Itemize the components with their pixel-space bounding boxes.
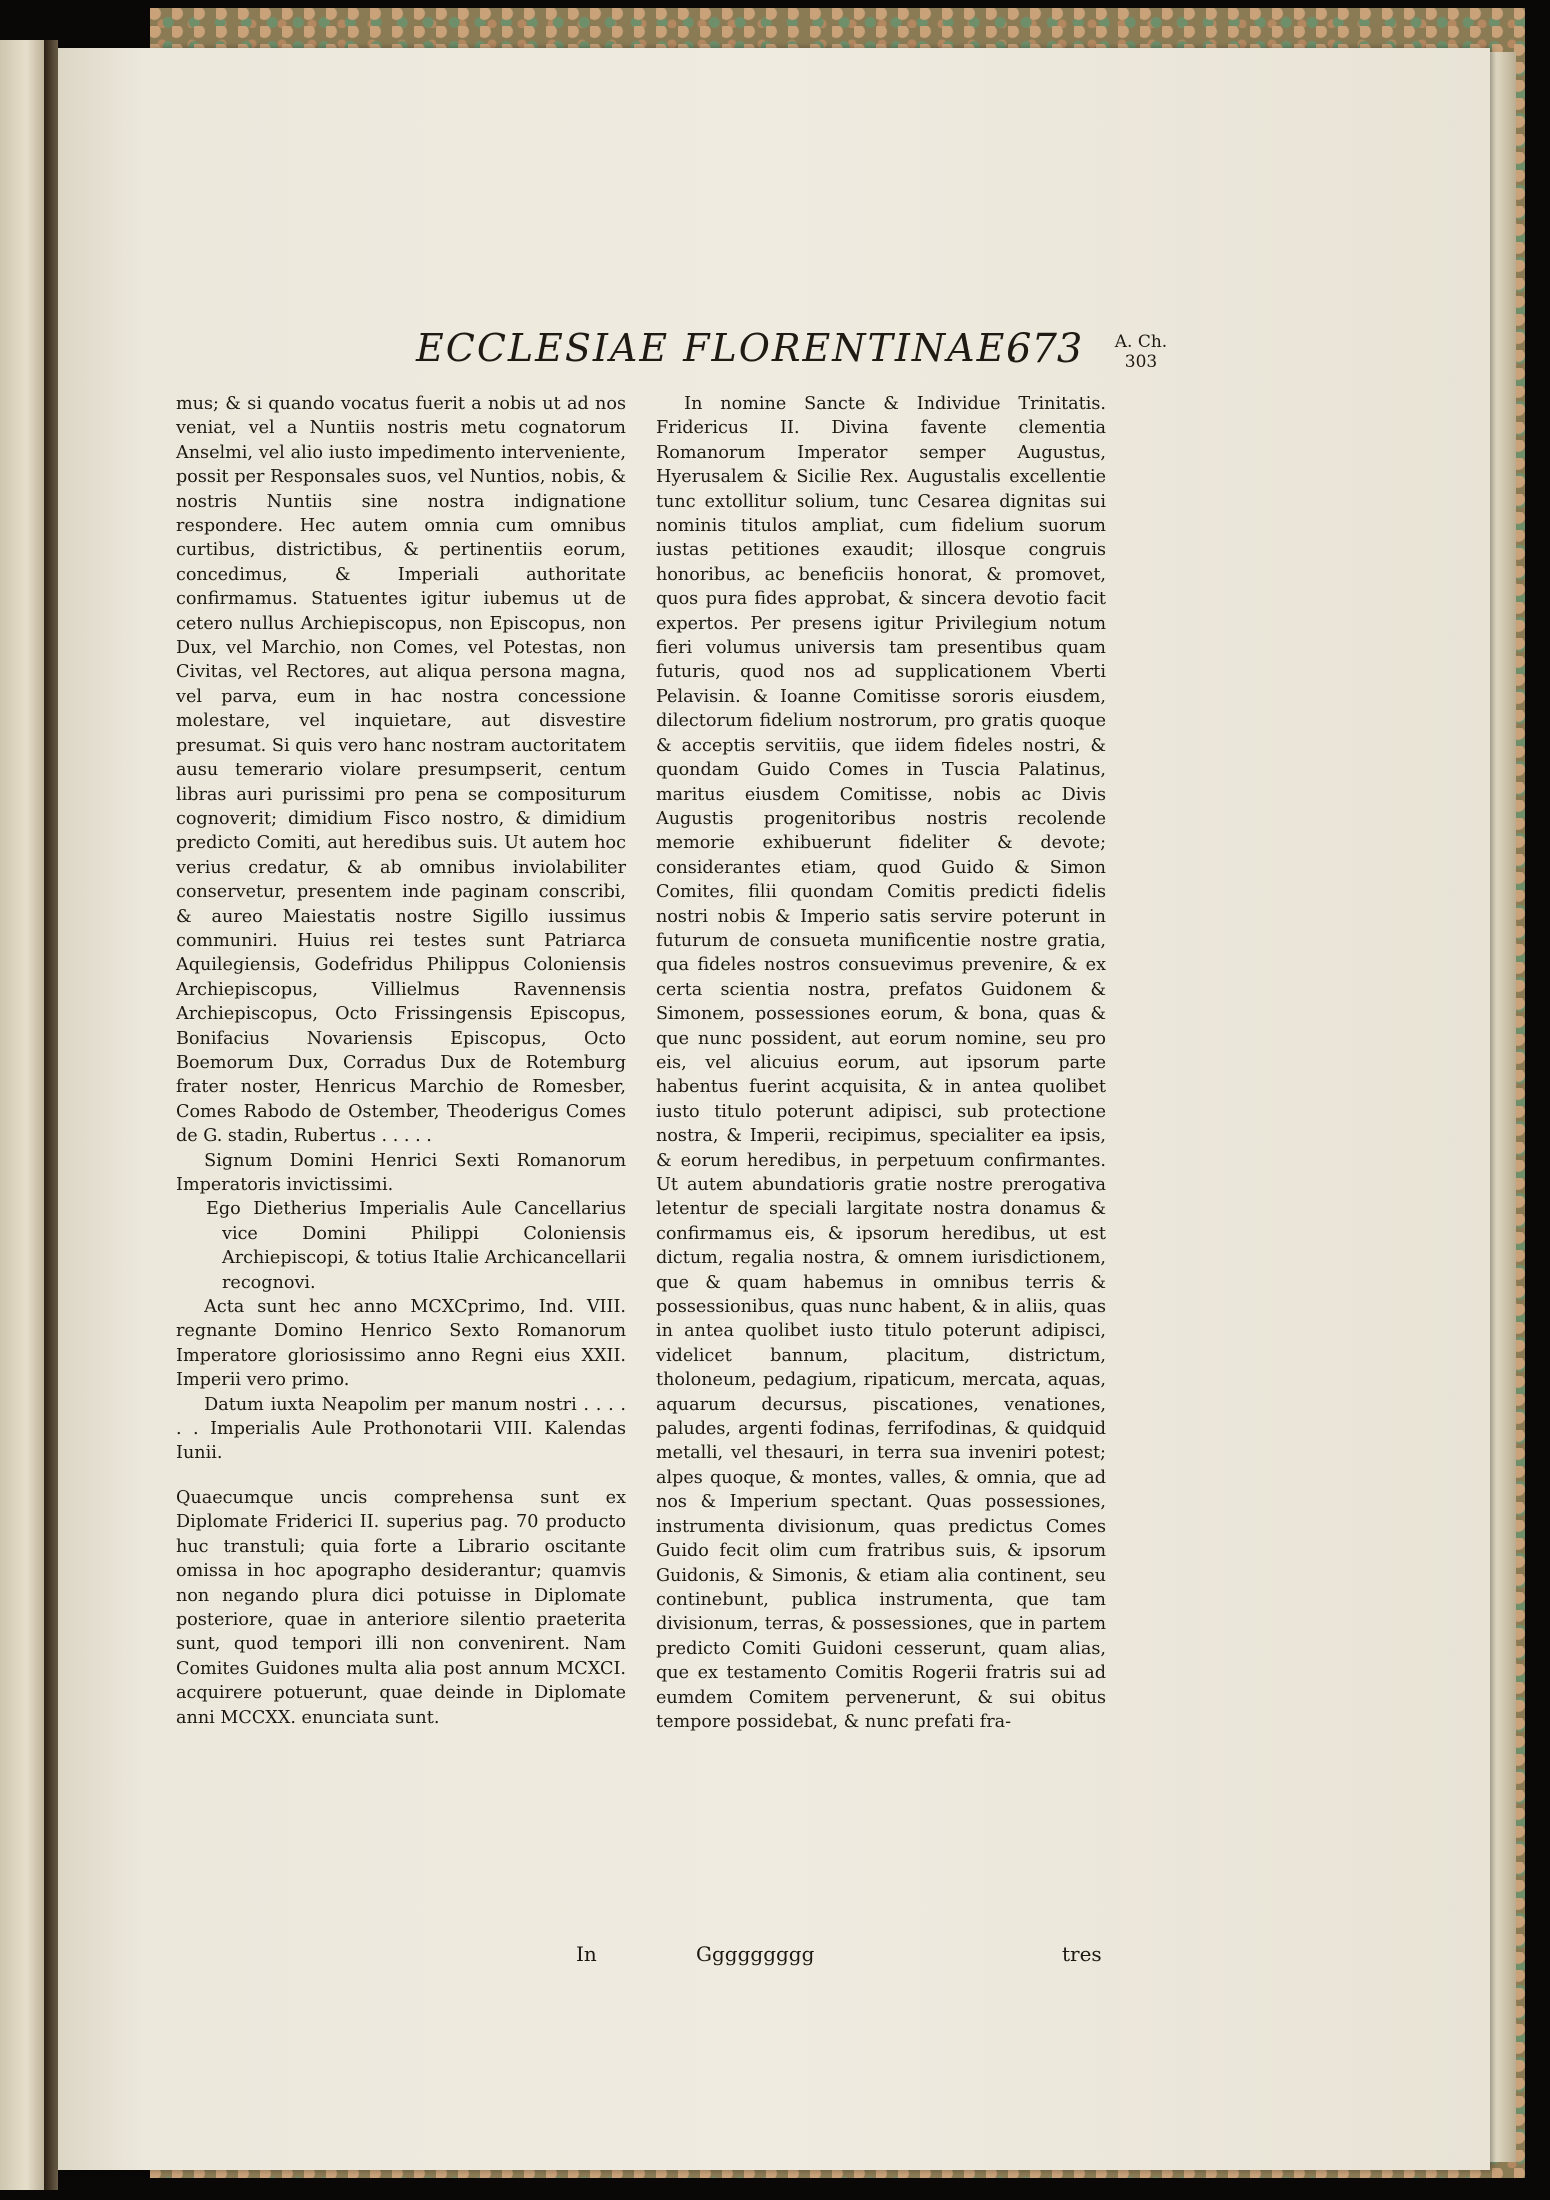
binding-gutter — [44, 40, 58, 2190]
right-column — [656, 392, 1106, 1734]
charter-text-continued: mus; & si quando vocatus fuerit a nobis ut ad nos veniat, vel a Nuntiis nostris metu cognatorum Anselmi, vel alio iusto impedimento interveniente, possit per Responsales suos, vel Nuntios, nobis, & nostris Nuntiis sine nostra indignatione respondere. Hec autem omnia cum omnibus curtibus, districtibus, & pertinentiis eorum, concedimus, & Imperiali authoritate confirmamus. Statuentes igitur iubemus ut de cetero nullus Archiepiscopus, non Episcopus, non Dux, vel Marchio, non Comes, vel Potestas, non Civitas, vel Rectores, aut aliqua persona magna, vel parva, eum in hac nostra concessione molestare, vel inquietare, aut disvestire presumat. Si quis vero hanc nostram auctoritatem ausu temerario violare presumpserit, centum libras auri purissimi pro pena se compositurum cognoverit; dimidium Fisco nostro, & dimidium predicto Comiti, aut heredibus suis. Ut autem hoc verius credatur, & ab omnibus inviolabiliter conservetur, presentem inde paginam conscribi, & aureo Maiestatis nostre Sigillo iussimus communiri. Huius rei testes sunt Patriarca Aquilegiensis, Godefridus Philippus Coloniensis Archiepiscopus, Villielmus Ravennensis Archiepiscopus, Octo Frissingensis Episcopus, Bonifacius Novariensis Episcopus, Octo Boemorum Dux, Corradus Dux de Rotemburg frater noster, Henricus Marchio de Romesber, Comes Rabodo de Ostember, Theoderigus Comes de G. stadin, Rubertus . . . . . — [176, 394, 626, 1147]
editor-note: Quaecumque uncis comprehensa sunt ex Diplomate Friderici II. superius pag. 70 producto huc transtuli; quia forte a Librario oscitante omissa in hoc apographo desiderantur; quamvis non negando plura dici potuisse in Diplomate posteriore, quae in anteriore silentio praeterita sunt, quod tempori illi non convenirent. Nam Comites Guidones multa alia post annum MCXCI. acquirere potuerunt, quae deinde in Diplomate anni MCCXX. enunciata sunt. — [176, 1487, 626, 1728]
page-number: 673 — [1006, 326, 1083, 372]
book-page — [58, 48, 1490, 2170]
page-footer — [58, 1942, 1490, 1972]
datum-line: Datum iuxta Neapolim per manum nostri . . . . . . Imperialis Aule Prothonotarii VIII. Kalendas Iunii. — [176, 1394, 626, 1464]
facing-page-edge — [0, 40, 44, 2190]
signature-mark: Ggggggggg — [696, 1942, 815, 1966]
catchword-right: tres — [1062, 1942, 1102, 1966]
frederick-ii-charter: In nomine Sancte & Individue Trinitatis. Fridericus II. Divina favente clementia Romanorum Imperator semper Augustus, Hyerusalem & Sicilie Rex. Augustalis excellentie tunc extollitur solium, tunc Cesarea dignitas sui nominis titulos ampliat, cum fidelium suorum iustas petitiones exaudit; illosque congruis honoribus, ac beneficiis honorat, & promovet, quos pura fides approbat, & sincera devotio facit expertos. Per presens igitur Privilegium notum fieri volumus universis tam presentibus quam futuris, quod nos ad supplicationem Vberti Pelavisin. & Ioanne Comitisse sororis eiusdem, dilectorum fidelium nostrorum, pro gratis quoque & acceptis servitiis, que iidem fideles nostri, & quondam Guido Comes in Tuscia Palatinus, maritus eiusdem Comitisse, nobis ac Divis Augustis progenitoribus nostris recolende memorie exhibuerunt fideliter & devote; considerantes etiam, quod Guido & Simon Comites, filii quondam Comitis predicti fidelis nostri nobis & Imperio satis servire poterunt in futurum de consueta munificentie nostre gratia, qua fideles nostros consuevimus prevenire, & ex certa scientia nostra, prefatos Guidonem & Simonem, possessiones eorum, & bona, quas & que nunc possident, aut eorum nomine, seu pro eis, vel alicuius eorum, aut ipsorum parte habentus fuerint acquisita, & in antea quolibet iusto titulo poterunt adipisci, sub protectione nostra, & Imperii, recipimus, specialiter ea ipsis, & eorum heredibus, in perpetuum confirmantes. Ut autem abundatioris gratie nostre prerogativa letentur de speciali largitate nostra donamus & confirmamus eis, & ipsorum heredibus, ut est dictum, regalia nostra, & omnem iurisdictionem, que & quam habemus in omnibus terris & possessionibus, quas nunc habent, & in aliis, quas in antea quolibet iusto titulo poterunt adipisci, videlicet bannum, placitum, districtum, tholoneum, pedagium, ripaticum, mercata, aquas, aquarum decursus, piscationes, venationes, paludes, argenti fodinas, ferrifodinas, & quidquid metalli, vel thesauri, in terra sua inveniri potest; alpes quoque, & montes, valles, & omnia, que ad nos & Imperium spectant. Quas possessiones, instrumenta divisionum, quas predictus Comes Guido fecit olim cum fratribus suis, & ipsorum Guidonis, & Simonis, & etiam alia continent, seu continebunt, publica instrumenta, que tam divisionum, terras, & possessiones, que in partem predicto Comiti Guidoni cesserunt, quam alias, que ex testamento Comitis Rogerii fratris sui ad eumdem Comitem pervenerunt, & sui obitus tempore possidebat, & nunc prefati fra- — [656, 394, 1106, 1732]
chancellor-recognition: Ego Dietherius Imperialis Aule Cancellarius vice Domini Philippi Coloniensis Archiepiscopi, & totius Italie Archicancellarii recognovi. — [206, 1199, 626, 1293]
catchword-left: In — [576, 1942, 597, 1966]
running-head: ECCLESIAE FLORENTINAE. — [416, 326, 1021, 370]
left-column — [176, 392, 626, 1730]
acta-dating: Acta sunt hec anno MCXCprimo, Ind. VIII. regnante Domino Henrico Sexto Romanorum Imperatore gloriosissimo anno Regni eius XXII. Imperii vero primo. — [176, 1297, 626, 1391]
signum-line: Signum Domini Henrici Sexti Romanorum Imperatoris invictissimi. — [176, 1150, 626, 1195]
year-margin-note: A. Ch. 303 — [1114, 332, 1168, 372]
page-header — [58, 326, 1490, 376]
